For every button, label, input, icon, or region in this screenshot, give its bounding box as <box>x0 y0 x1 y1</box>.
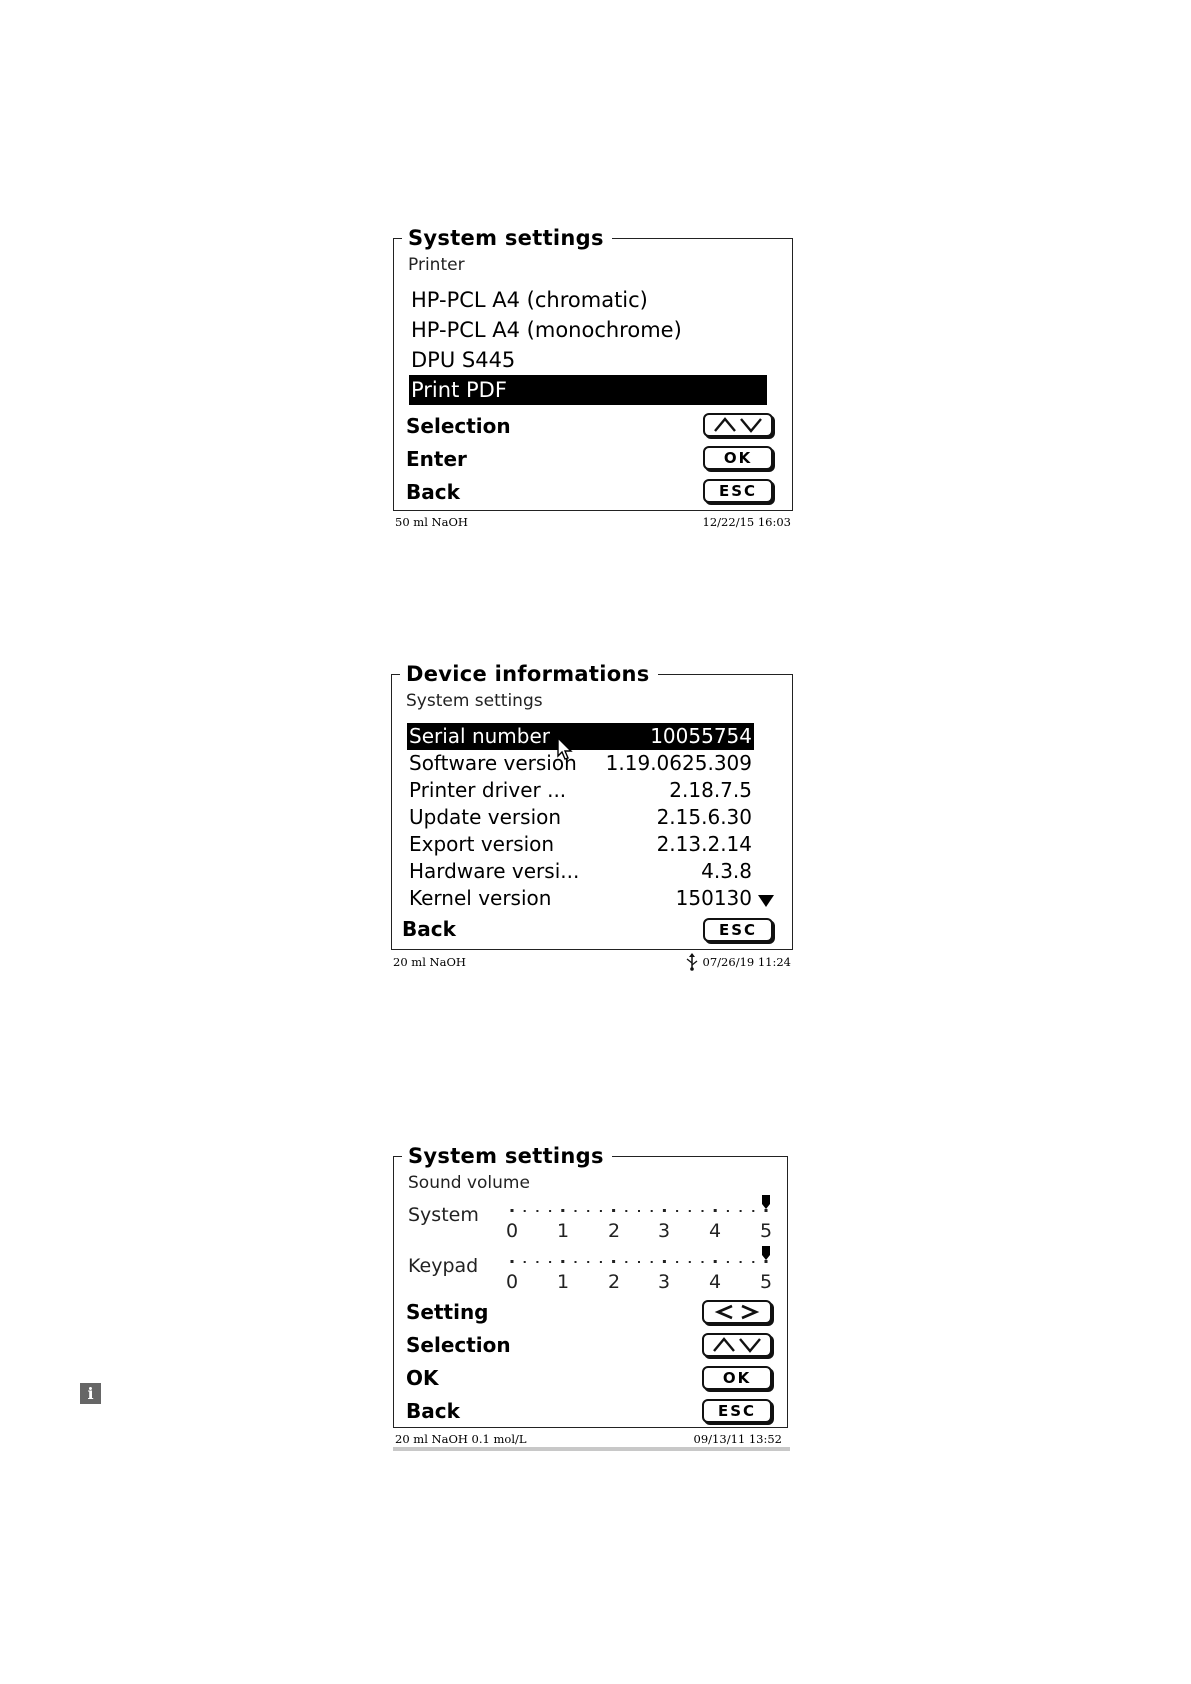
info-label: Kernel version <box>409 886 552 910</box>
system-volume-label: System <box>408 1204 479 1226</box>
scale-major-dot <box>765 1209 768 1212</box>
scale-minor-dot <box>740 1210 742 1212</box>
back-label: Back <box>402 917 456 941</box>
scale-minor-dot <box>689 1210 691 1212</box>
tick-label: 4 <box>708 1271 722 1293</box>
back-label: Back <box>406 480 460 504</box>
printer-option[interactable]: HP-PCL A4 (monochrome) <box>411 318 682 342</box>
sound-frame <box>393 1144 788 1428</box>
tick-label: 5 <box>759 1271 773 1293</box>
page-title: System settings <box>402 226 612 250</box>
info-label: Hardware versi... <box>409 859 580 883</box>
tick-label: 0 <box>505 1220 519 1242</box>
sound-volume-screen <box>393 1144 790 1450</box>
scale-major-dot <box>714 1260 717 1263</box>
tick-label: 3 <box>657 1271 671 1293</box>
printer-frame <box>393 226 793 511</box>
info-row-update-version[interactable] <box>407 804 754 831</box>
scale-major-dot <box>511 1260 514 1263</box>
scale-minor-dot <box>587 1261 589 1263</box>
info-icon: i <box>80 1383 101 1404</box>
device-info-screen <box>391 662 793 974</box>
selection-label: Selection <box>406 1333 511 1357</box>
ok-key[interactable]: OK <box>703 446 773 470</box>
ok-label: OK <box>406 1366 439 1390</box>
info-value: 2.18.7.5 <box>669 778 752 802</box>
info-label: Update version <box>409 805 562 829</box>
scale-minor-dot <box>752 1210 754 1212</box>
usb-icon <box>686 953 698 971</box>
setting-label: Setting <box>406 1300 489 1324</box>
scale-minor-dot <box>702 1261 704 1263</box>
system-volume-slider[interactable] <box>504 1195 774 1217</box>
scale-minor-dot <box>740 1261 742 1263</box>
tick-label: 4 <box>708 1220 722 1242</box>
scale-minor-dot <box>752 1261 754 1263</box>
status-method: 50 ml NaOH <box>395 515 468 529</box>
info-value: 10055754 <box>650 724 752 748</box>
keypad-volume-slider[interactable] <box>504 1246 774 1268</box>
scale-minor-dot <box>536 1261 538 1263</box>
status-bar-divider <box>393 1447 790 1451</box>
esc-key[interactable]: ESC <box>702 1399 772 1423</box>
scale-minor-dot <box>676 1210 678 1212</box>
scale-major-dot <box>612 1260 615 1263</box>
scale-minor-dot <box>524 1261 526 1263</box>
scale-major-dot <box>612 1209 615 1212</box>
info-value: 150130 <box>675 886 752 910</box>
scale-major-dot <box>663 1260 666 1263</box>
scale-minor-dot <box>625 1261 627 1263</box>
page-title: Device informations <box>400 662 658 686</box>
scale-minor-dot <box>727 1261 729 1263</box>
scale-minor-dot <box>600 1210 602 1212</box>
scale-minor-dot <box>727 1210 729 1212</box>
tick-label: 5 <box>759 1220 773 1242</box>
scale-major-dot <box>561 1260 564 1263</box>
page-subtitle: System settings <box>406 691 543 711</box>
scale-minor-dot <box>651 1261 653 1263</box>
info-label: Export version <box>409 832 555 856</box>
scale-minor-dot <box>676 1261 678 1263</box>
scale-minor-dot <box>638 1261 640 1263</box>
info-value: 1.19.0625.309 <box>605 751 752 775</box>
info-row-serial-number[interactable] <box>407 723 754 750</box>
info-row-software-version[interactable] <box>407 750 754 777</box>
info-label: Serial number <box>409 724 551 748</box>
scale-major-dot <box>511 1209 514 1212</box>
scale-minor-dot <box>536 1210 538 1212</box>
device-info-frame <box>391 662 793 950</box>
scale-minor-dot <box>587 1210 589 1212</box>
scale-minor-dot <box>600 1261 602 1263</box>
scale-minor-dot <box>702 1210 704 1212</box>
keypad-volume-label: Keypad <box>408 1255 479 1277</box>
scale-minor-dot <box>549 1210 551 1212</box>
scale-minor-dot <box>651 1210 653 1212</box>
scale-major-dot <box>663 1209 666 1212</box>
info-value: 2.13.2.14 <box>656 832 752 856</box>
back-label: Back <box>406 1399 460 1423</box>
up-down-key[interactable] <box>702 1333 772 1357</box>
scale-minor-dot <box>625 1210 627 1212</box>
status-method: 20 ml NaOH <box>393 955 466 969</box>
up-down-arrows-icon <box>713 417 763 433</box>
scale-minor-dot <box>638 1210 640 1212</box>
left-right-key[interactable] <box>702 1300 772 1324</box>
scale-minor-dot <box>575 1261 577 1263</box>
up-down-arrows-icon <box>712 1337 762 1353</box>
tick-label: 1 <box>556 1220 570 1242</box>
printer-screen <box>393 226 793 534</box>
tick-label: 3 <box>657 1220 671 1242</box>
esc-key[interactable]: ESC <box>703 918 773 942</box>
page-title: System settings <box>402 1144 612 1168</box>
left-right-arrows-icon <box>712 1304 762 1320</box>
status-datetime: 07/26/19 11:24 <box>702 955 791 969</box>
scale-major-dot <box>714 1209 717 1212</box>
info-row-kernel-version[interactable] <box>407 885 754 912</box>
ok-key[interactable]: OK <box>702 1366 772 1390</box>
scale-major-dot <box>561 1209 564 1212</box>
scale-major-dot <box>765 1260 768 1263</box>
info-label: Printer driver ... <box>409 778 567 802</box>
info-value: 2.15.6.30 <box>656 805 752 829</box>
info-value: 4.3.8 <box>701 859 752 883</box>
enter-label: Enter <box>406 447 467 471</box>
scale-minor-dot <box>575 1210 577 1212</box>
status-datetime: 12/22/15 16:03 <box>702 515 791 529</box>
status-datetime: 09/13/11 13:52 <box>693 1432 782 1446</box>
page-subtitle: Printer <box>408 255 465 275</box>
printer-option-selected[interactable]: Print PDF <box>409 375 767 405</box>
page-subtitle: Sound volume <box>408 1173 530 1193</box>
printer-option[interactable]: HP-PCL A4 (chromatic) <box>411 288 648 312</box>
selection-label: Selection <box>406 414 511 438</box>
tick-label: 2 <box>607 1220 621 1242</box>
scale-minor-dot <box>549 1261 551 1263</box>
info-row-printer-driver[interactable] <box>407 777 754 804</box>
scale-minor-dot <box>524 1210 526 1212</box>
status-method: 20 ml NaOH 0.1 mol/L <box>395 1432 527 1446</box>
info-label: Software version <box>409 751 577 775</box>
printer-option[interactable]: DPU S445 <box>411 348 516 372</box>
triangle-down-icon[interactable] <box>757 894 775 908</box>
info-row-export-version[interactable] <box>407 831 754 858</box>
tick-label: 1 <box>556 1271 570 1293</box>
tick-label: 2 <box>607 1271 621 1293</box>
info-row-hardware-version[interactable] <box>407 858 754 885</box>
slider-marker[interactable] <box>762 1195 770 1209</box>
esc-key[interactable]: ESC <box>703 479 773 503</box>
tick-label: 0 <box>505 1271 519 1293</box>
up-down-key[interactable] <box>703 413 773 437</box>
scale-minor-dot <box>689 1261 691 1263</box>
slider-marker[interactable] <box>762 1246 770 1260</box>
